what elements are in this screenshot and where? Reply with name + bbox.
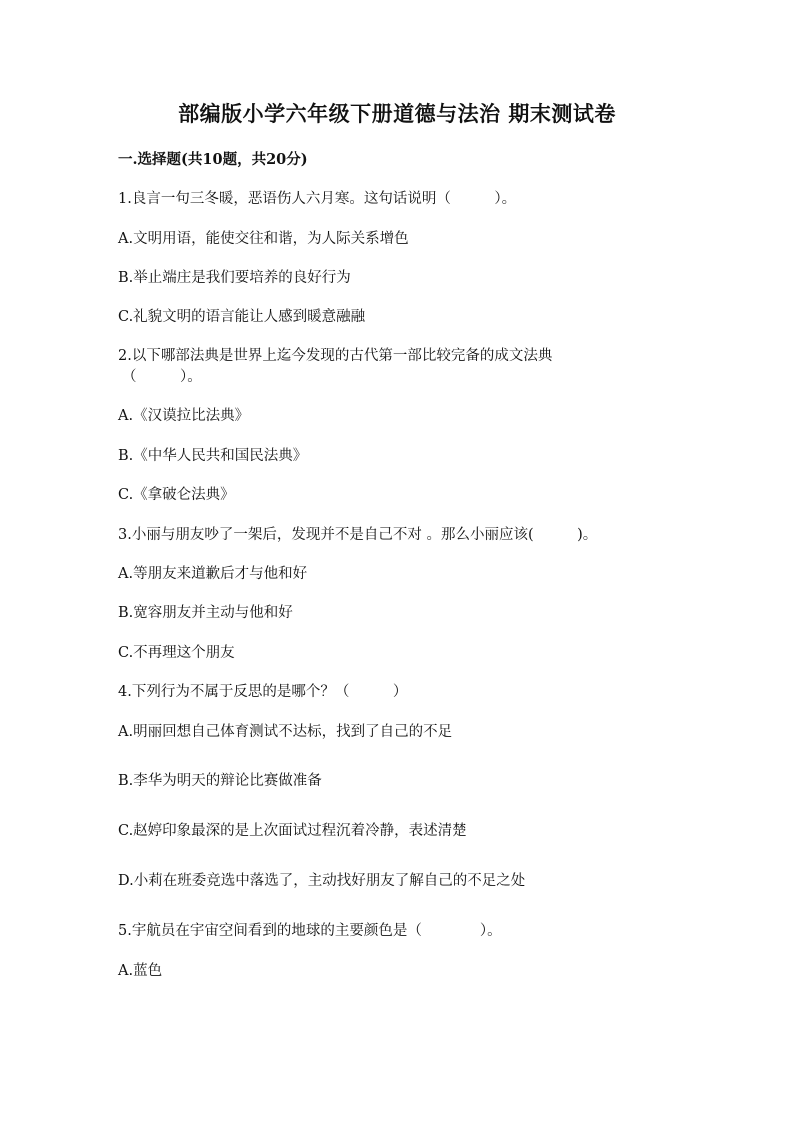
- section-heading: 一.选择题(共10题，共20分): [118, 151, 308, 168]
- question-4-option-b: B.李华为明天的辩论比赛做准备: [118, 773, 322, 789]
- question-5-option-a: A.蓝色: [118, 963, 163, 979]
- question-1-stem: 1.良言一句三冬暖，恶语伤人六月寒。这句话说明（ ）。: [118, 191, 517, 207]
- question-1-option-b: B.举止端庄是我们要培养的良好行为: [118, 270, 351, 286]
- question-2-option-c: C.《拿破仑法典》: [118, 487, 235, 503]
- question-3-stem: 3.小丽与朋友吵了一架后，发现并不是自己不对 。那么小丽应该( )。: [118, 527, 598, 543]
- question-2-stem-continued: （ ）。: [122, 369, 202, 385]
- question-3-option-a: A.等朋友来道歉后才与他和好: [118, 566, 308, 582]
- question-3-option-c: C.不再理这个朋友: [118, 645, 235, 661]
- question-2-stem: 2.以下哪部法典是世界上迄今发现的古代第一部比较完备的成文法典: [118, 348, 553, 364]
- question-3-option-b: B.宽容朋友并主动与他和好: [118, 605, 293, 621]
- question-5-stem: 5.宇航员在宇宙空间看到的地球的主要颜色是（ ）。: [118, 923, 502, 939]
- question-4-stem: 4.下列行为不属于反思的是哪个？（ ）: [118, 684, 408, 700]
- question-1-option-a: A.文明用语，能使交往和谐，为人际关系增色: [118, 231, 409, 247]
- question-4-option-a: A.明丽回想自己体育测试不达标，找到了自己的不足: [118, 724, 453, 740]
- question-2-option-b: B.《中华人民共和国民法典》: [118, 448, 308, 464]
- question-1-option-c: C.礼貌文明的语言能让人感到暖意融融: [118, 309, 366, 325]
- question-2-option-a: A.《汉谟拉比法典》: [118, 408, 250, 424]
- question-4-option-d: D.小莉在班委竞选中落选了，主动找好朋友了解自己的不足之处: [118, 873, 526, 889]
- page-title: 部编版小学六年级下册道德与法治 期末测试卷: [178, 101, 616, 126]
- question-4-option-c: C.赵婷印象最深的是上次面试过程沉着冷静，表述清楚: [118, 823, 467, 839]
